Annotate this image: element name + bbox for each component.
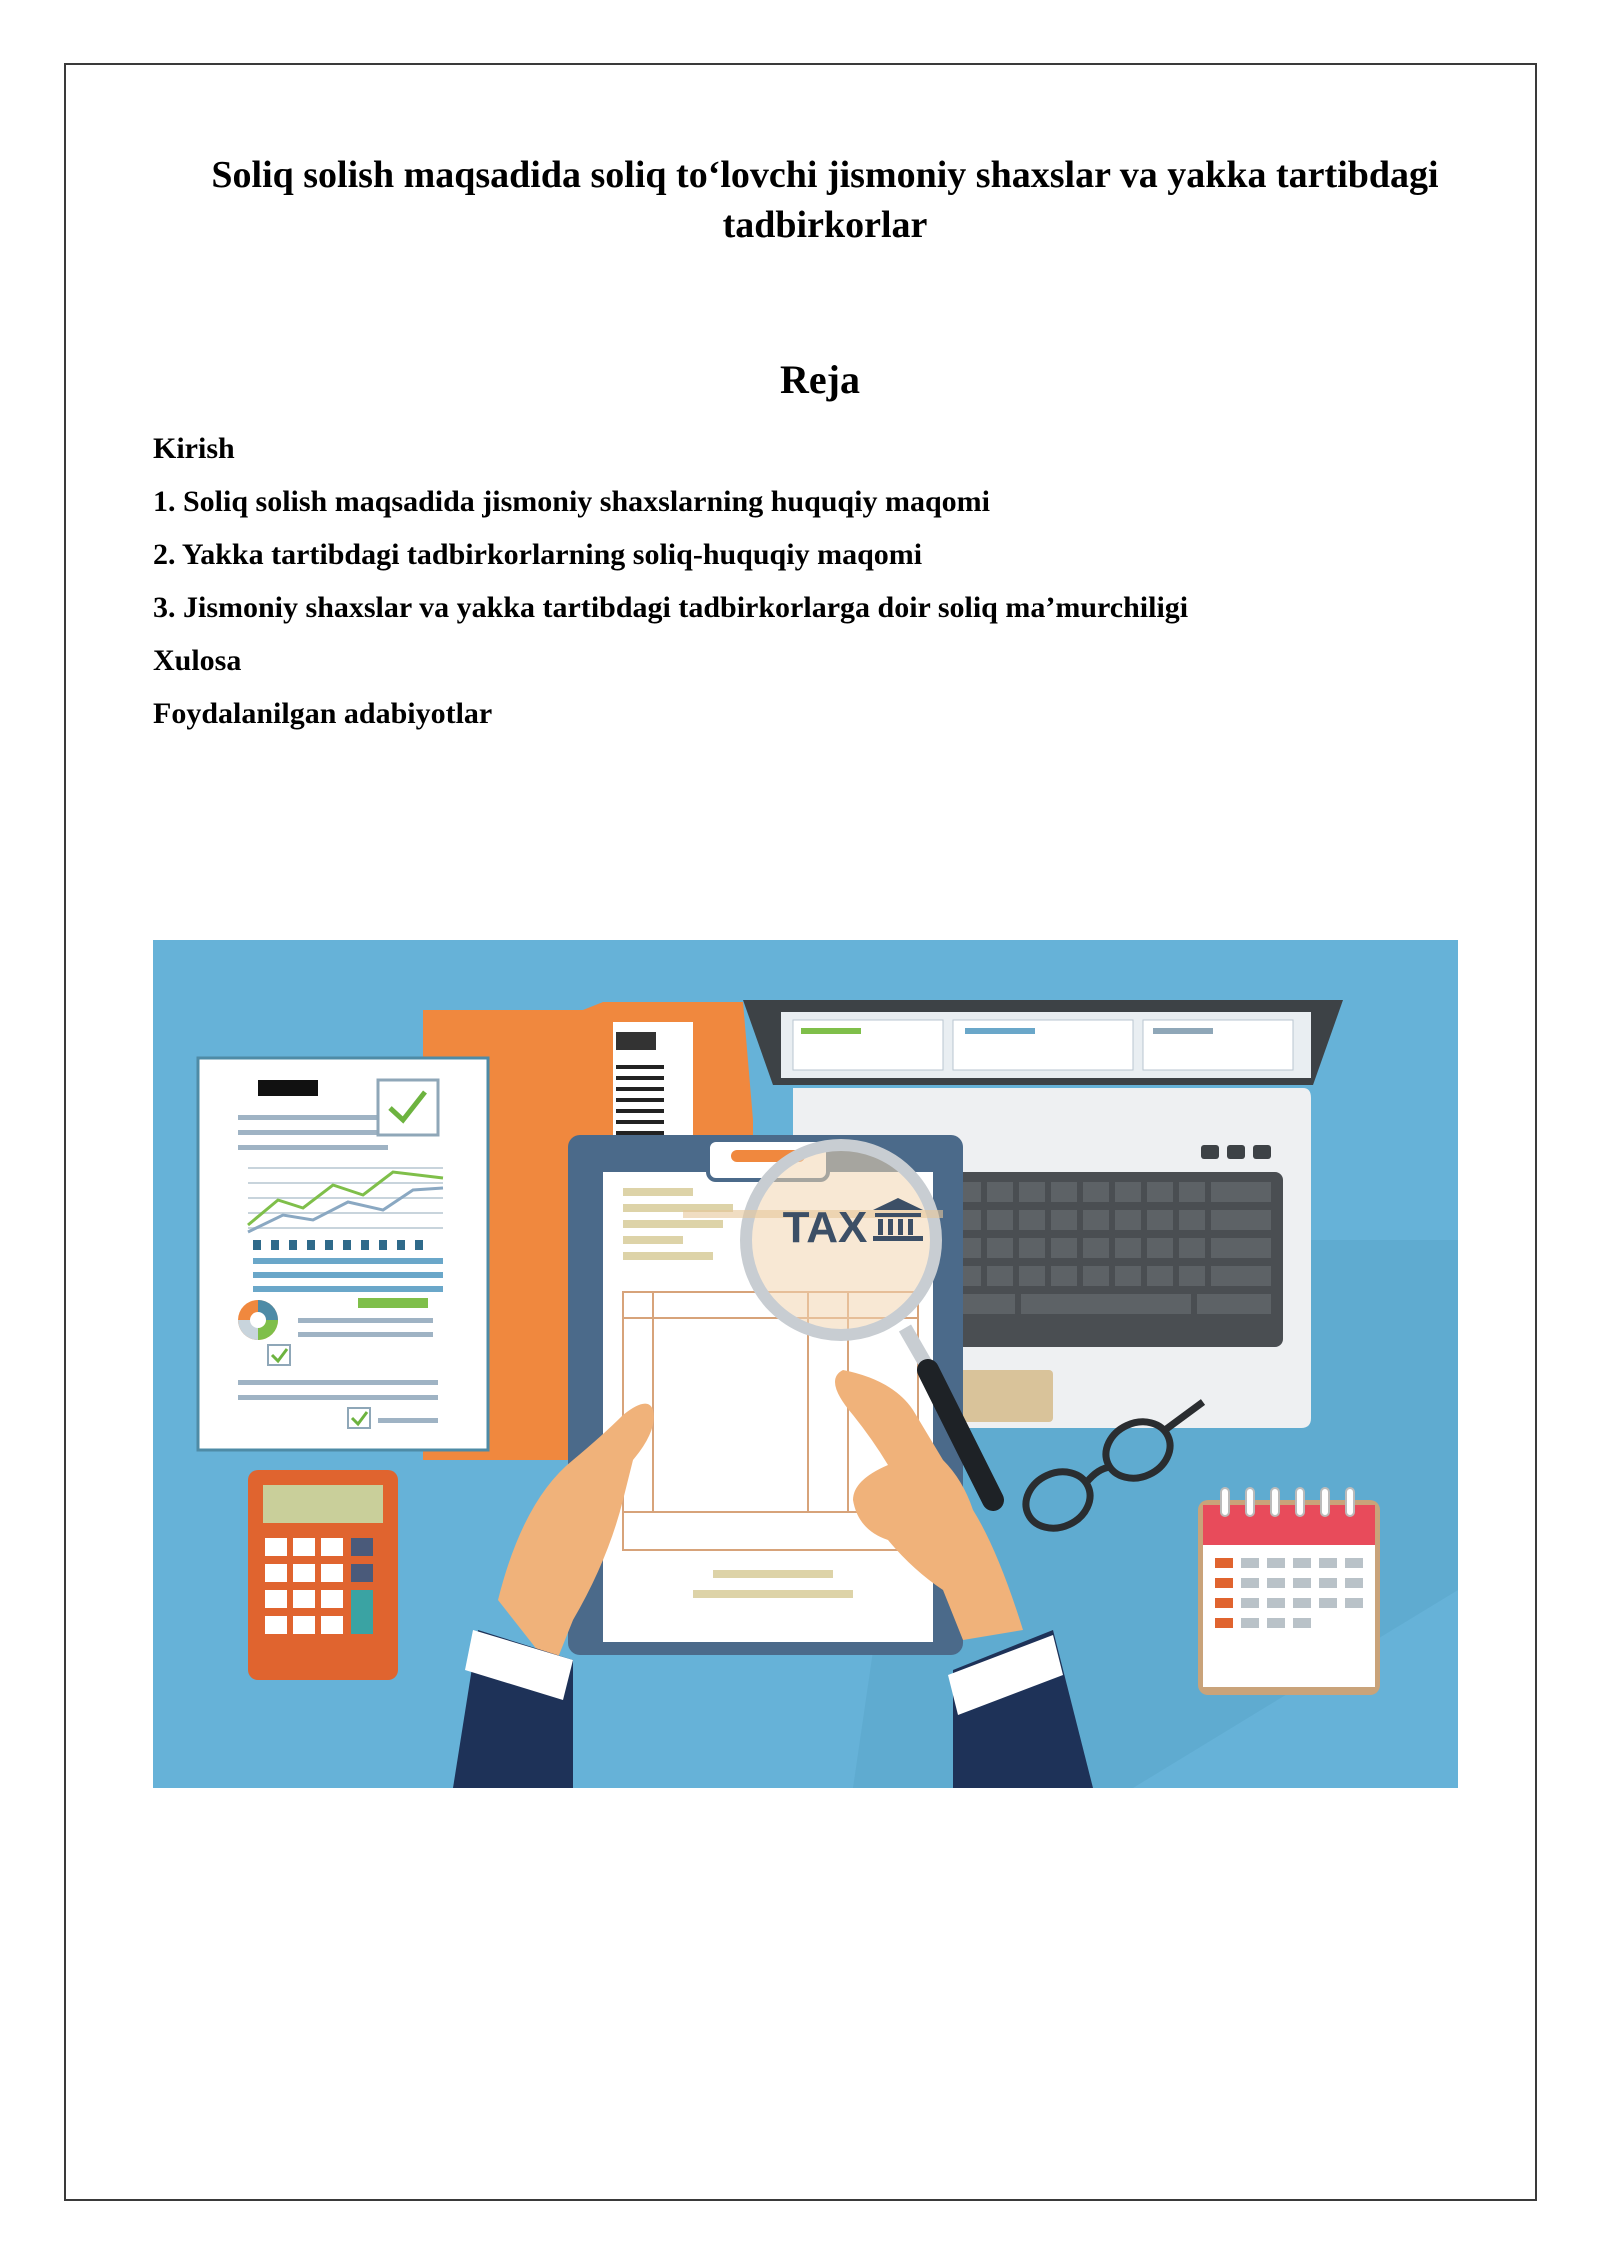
calendar-icon bbox=[1198, 1488, 1380, 1695]
calculator-icon bbox=[248, 1470, 398, 1680]
plan-heading: Reja bbox=[780, 357, 860, 402]
toc-item-references: Foydalanilgan adabiyotlar bbox=[153, 697, 493, 730]
report-document-icon bbox=[198, 1058, 488, 1450]
toc-item-1: 1. Soliq solish maqsadida jismoniy shaxslarning huquqiy maqomi bbox=[153, 485, 990, 518]
table-of-contents bbox=[153, 422, 1453, 740]
tax-illustration-graphic bbox=[153, 940, 1458, 1788]
toc-item-conclusion: Xulosa bbox=[153, 644, 242, 677]
tax-illustration bbox=[153, 940, 1458, 1788]
toc-item-introduction: Kirish bbox=[153, 432, 235, 465]
toc-item-2: 2. Yakka tartibdagi tadbirkorlarning soliq-huquqiy maqomi bbox=[153, 538, 923, 571]
document-title: Soliq solish maqsadida soliq to‘lovchi jismoniy shaxslar va yakka tartibdagi tadbirkorlar bbox=[211, 154, 1439, 246]
tax-label: TAX bbox=[782, 1203, 868, 1252]
toc-item-3: 3. Jismoniy shaxslar va yakka tartibdagi tadbirkorlarga doir soliq ma’murchiligi bbox=[153, 591, 1189, 624]
